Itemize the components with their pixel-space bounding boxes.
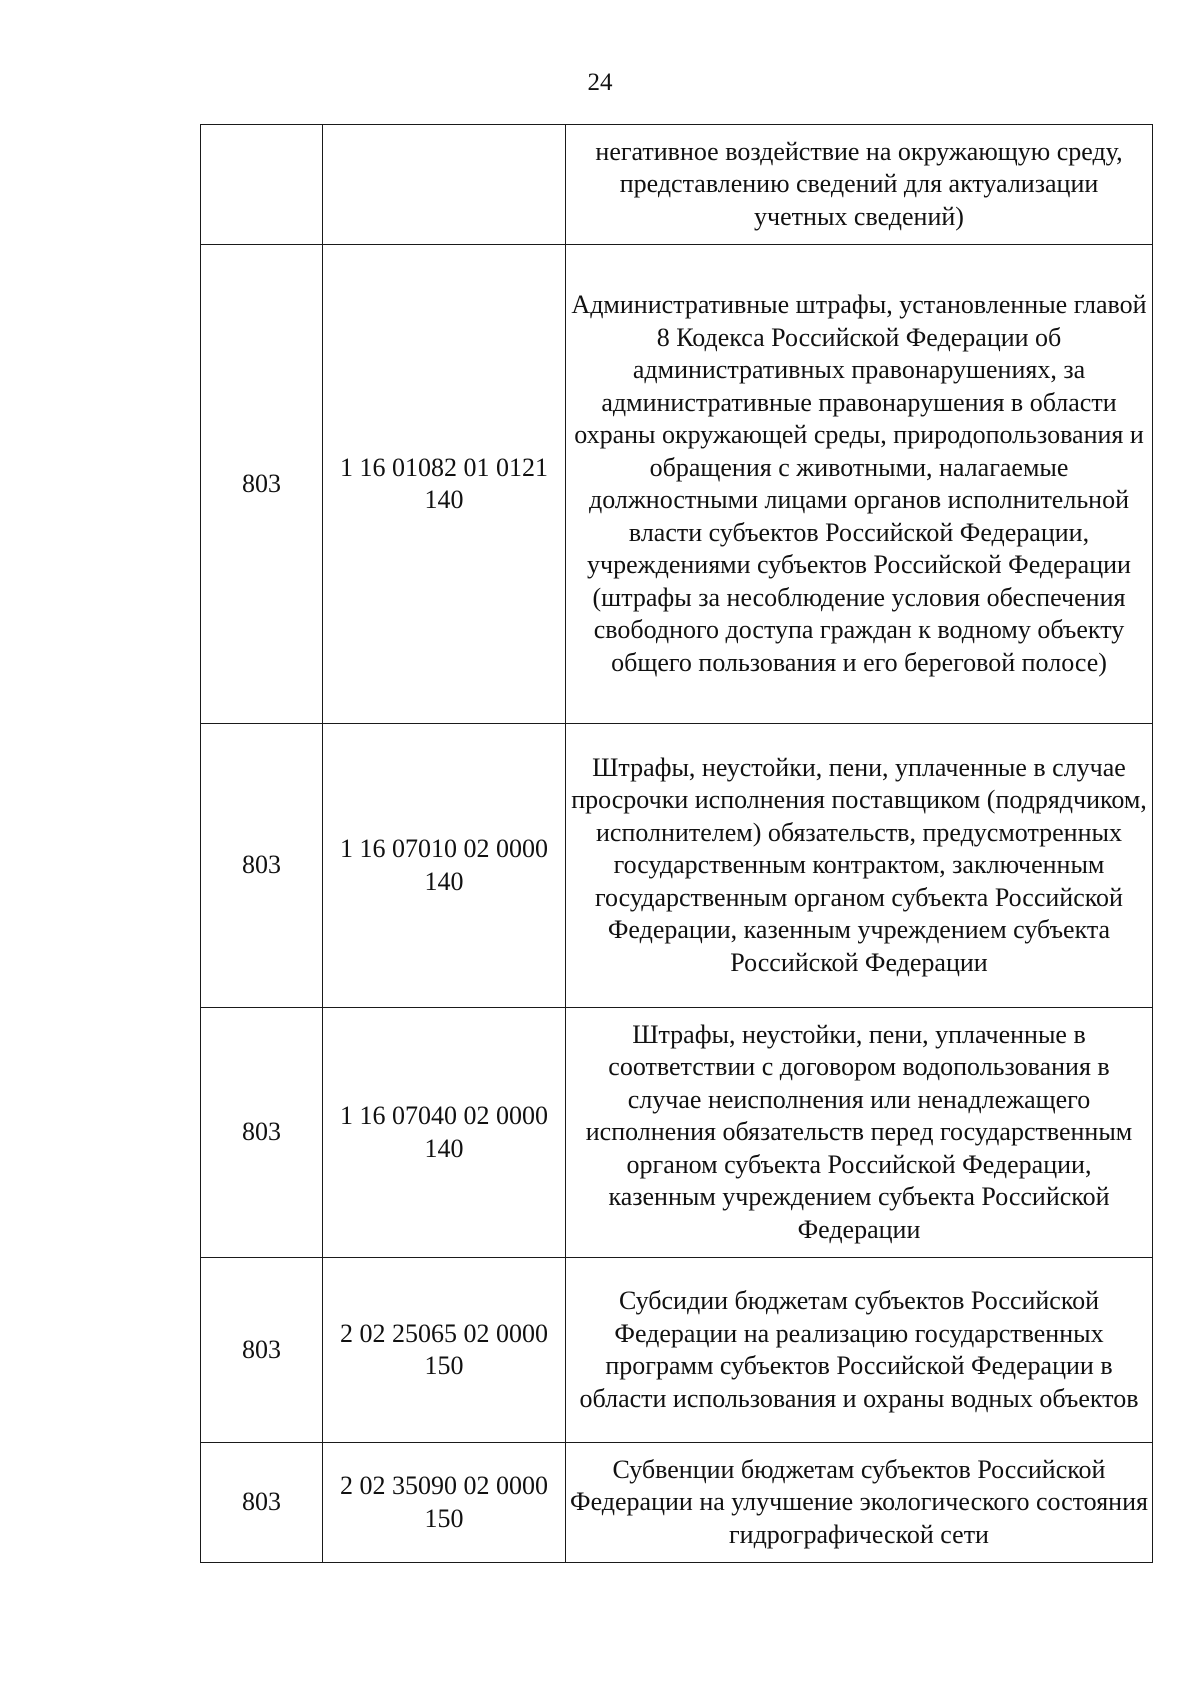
admin-code-cell: 803	[201, 1443, 323, 1563]
admin-code-cell: 803	[201, 245, 323, 724]
table-row	[201, 1258, 1153, 1443]
admin-code-cell: 803	[201, 724, 323, 1008]
description-cell: негативное воздействие на окружающую среду, представлению сведений для актуализации учетных сведений)	[566, 125, 1153, 245]
table-row	[201, 125, 1153, 245]
kbk-code-cell: 1 16 01082 01 0121 140	[323, 245, 566, 724]
description-cell: Штрафы, неустойки, пени, уплаченные в случае просрочки исполнения поставщиком (подрядчиком, исполнителем) обязательств, предусмотренных государственным контрактом, заключенным государственным органом субъекта Российской Федерации, казенным учреждением субъекта Российской Федерации	[566, 724, 1153, 1008]
admin-code-cell: 803	[201, 1258, 323, 1443]
table-row	[201, 1008, 1153, 1258]
kbk-code-cell: 1 16 07010 02 0000 140	[323, 724, 566, 1008]
table-row	[201, 1443, 1153, 1563]
table-row	[201, 724, 1153, 1008]
kbk-code-cell: 2 02 25065 02 0000 150	[323, 1258, 566, 1443]
kbk-code-cell	[323, 125, 566, 245]
kbk-code-cell: 1 16 07040 02 0000 140	[323, 1008, 566, 1258]
page-number: 24	[587, 69, 613, 96]
admin-code-cell: 803	[201, 1008, 323, 1258]
description-cell: Административные штрафы, установленные главой 8 Кодекса Российской Федерации об административных правонарушениях, за административные правонарушения в области охраны окружающей среды, природопользования и обращения с животными, налагаемые должностными лицами органов исполнительной власти субъектов Российской Федерации, учреждениями субъектов Российской Федерации (штрафы за несоблюдение условия обеспечения свободного доступа граждан к водному объекту общего пользования и его береговой полосе)	[566, 245, 1153, 724]
description-cell: Субвенции бюджетам субъектов Российской Федерации на улучшение экологического состояния гидрографической сети	[566, 1443, 1153, 1563]
table-row	[201, 245, 1153, 724]
description-cell: Штрафы, неустойки, пени, уплаченные в соответствии с договором водопользования в случае неисполнения или ненадлежащего исполнения обязательств перед государственным органом субъекта Российской Федерации, казенным учреждением субъекта Российской Федерации	[566, 1008, 1153, 1258]
description-cell: Субсидии бюджетам субъектов Российской Федерации на реализацию государственных программ субъектов Российской Федерации в области использования и охраны водных объектов	[566, 1258, 1153, 1443]
budget-codes-table	[200, 124, 1153, 1563]
kbk-code-cell: 2 02 35090 02 0000 150	[323, 1443, 566, 1563]
admin-code-cell	[201, 125, 323, 245]
